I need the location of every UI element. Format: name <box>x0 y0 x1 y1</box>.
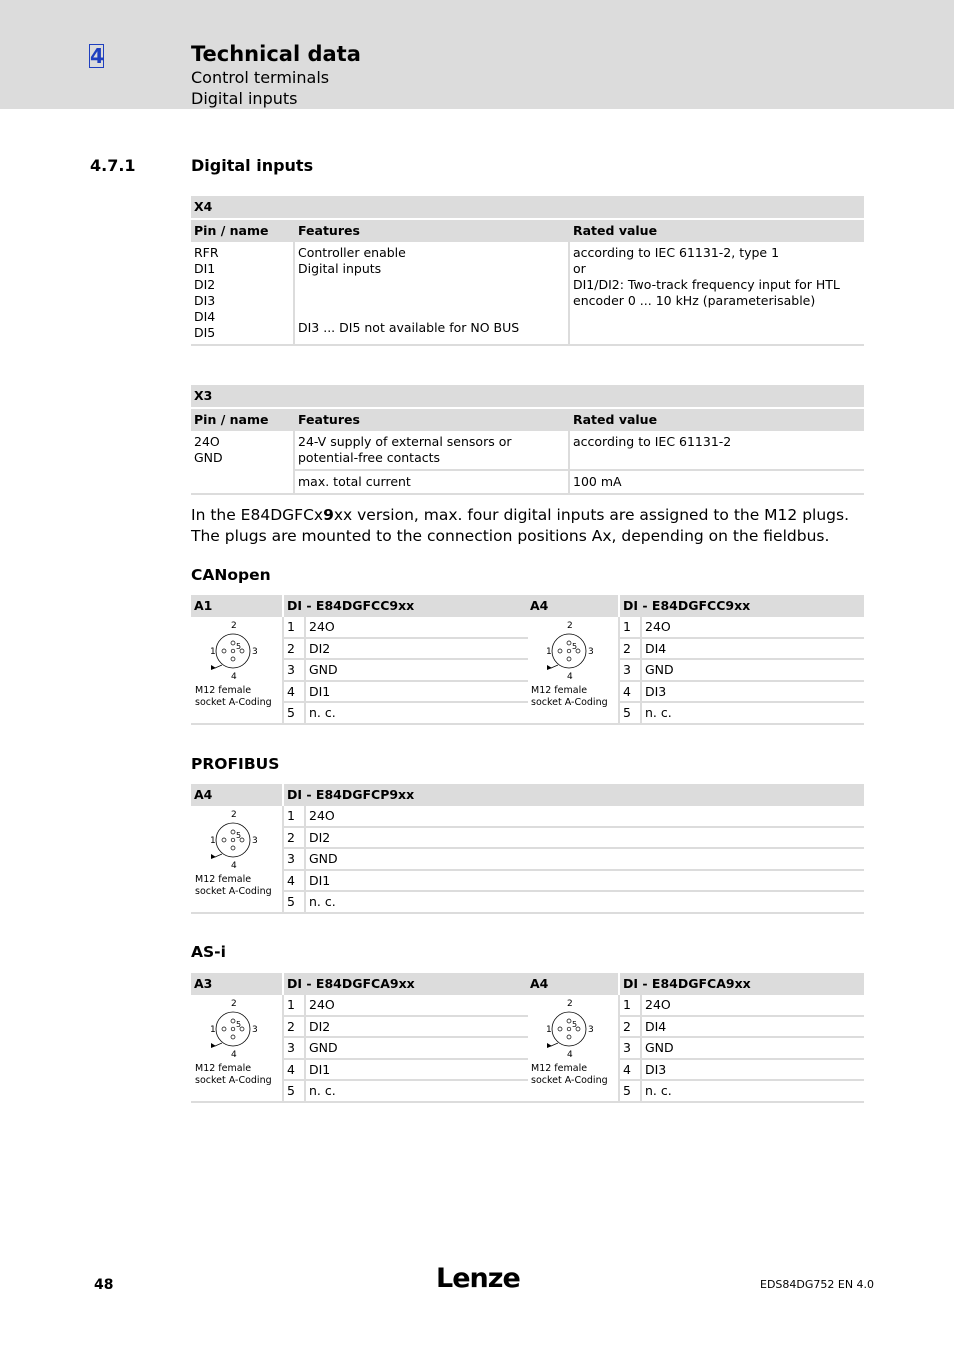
x4-features <box>294 242 569 345</box>
x3-table <box>191 385 864 495</box>
pin-signal: 24O <box>641 617 864 638</box>
pin-assignment-table <box>527 595 864 725</box>
pin-number: 2 <box>283 638 305 660</box>
x4-rated-value: DI1/DI2: Two-track frequency input for HTL encoder 0 ... 10 kHz (parameterisable) <box>573 277 840 308</box>
chapter-title: Technical data <box>191 42 361 66</box>
pin-signal: DI2 <box>305 1016 528 1038</box>
pin-number: 4 <box>283 1059 305 1081</box>
plug-pin-label: 5 <box>572 642 578 651</box>
pin-number: 2 <box>619 1016 641 1038</box>
plug-position: A4 <box>527 595 619 617</box>
m12-plug-icon <box>197 619 267 679</box>
pin-signal: 24O <box>305 995 528 1016</box>
x3-feature: max. total current <box>294 470 569 494</box>
plug-caption: M12 female <box>195 1062 252 1074</box>
plug-pin-label: 5 <box>236 642 242 651</box>
plug-position: A1 <box>191 595 283 617</box>
pin-number: 5 <box>283 891 305 913</box>
pin-table-title: DI - E84DGFCC9xx <box>619 595 864 617</box>
x4-pin: DI3 <box>194 293 216 308</box>
plug-pin-label: 3 <box>252 836 258 846</box>
pin-signal: 24O <box>641 995 864 1016</box>
profibus-heading: PROFIBUS <box>191 755 280 773</box>
x4-pins <box>191 242 294 345</box>
page-number: 48 <box>94 1277 114 1293</box>
plug-caption: socket A-Coding <box>531 1074 608 1086</box>
document-id: EDS84DG752 EN 4.0 <box>760 1278 875 1291</box>
plug-pin-label: 3 <box>588 1025 594 1035</box>
plug-pin-label: 3 <box>252 1025 258 1035</box>
pin-number: 4 <box>283 681 305 703</box>
x3-rated-value: according to IEC 61131-2 <box>569 431 864 470</box>
section-title: Digital inputs <box>191 156 314 175</box>
x4-pin: DI4 <box>194 309 216 324</box>
m12-plug-icon <box>533 997 603 1057</box>
x4-feature: Controller enable <box>298 245 406 260</box>
plug-diagram <box>191 617 283 724</box>
pin-assignment-table <box>191 784 864 914</box>
plug-pin-label: 1 <box>210 836 216 846</box>
pin-number: 3 <box>283 1037 305 1059</box>
paragraph-text: xx version, max. four digital inputs are assigned to the M12 plugs. The plugs are mounted to the connection positions Ax, depending on the fieldbus. <box>191 506 850 545</box>
pin-number: 1 <box>283 806 305 827</box>
pin-number: 4 <box>619 1059 641 1081</box>
m12-plug-icon <box>197 808 267 868</box>
x3-pin: 24O <box>194 434 220 449</box>
pin-signal: DI4 <box>641 638 864 660</box>
x4-rated-value: according to IEC 61131-2, type 1 <box>573 245 780 260</box>
x4-rated <box>569 242 864 345</box>
pin-number: 1 <box>619 995 641 1016</box>
header-subtitle-1: Control terminals <box>191 68 330 87</box>
x3-col-pin: Pin / name <box>191 408 294 431</box>
pin-assignment-table <box>191 595 528 725</box>
plug-position: A3 <box>191 973 283 995</box>
plug-pin-label: 4 <box>231 672 237 679</box>
plug-caption: socket A-Coding <box>531 696 608 708</box>
plug-diagram <box>527 617 619 724</box>
x4-pin: RFR <box>194 245 219 260</box>
pin-signal: n. c. <box>305 702 528 724</box>
plug-position: A4 <box>191 784 283 806</box>
x4-feature-note: DI3 ... DI5 not available for NO BUS <box>298 320 520 335</box>
x3-col-features: Features <box>294 408 569 431</box>
x4-rated-value: or <box>573 261 586 276</box>
plug-pin-label: 2 <box>567 999 573 1009</box>
pin-number: 5 <box>283 702 305 724</box>
intro-paragraph <box>191 505 871 547</box>
pin-signal: DI3 <box>641 1059 864 1081</box>
pin-number: 2 <box>283 1016 305 1038</box>
pin-assignment-table <box>191 973 528 1103</box>
pin-number: 3 <box>283 659 305 681</box>
x3-title: X3 <box>191 385 864 408</box>
plug-pin-label: 1 <box>546 1025 552 1035</box>
m12-plug-icon <box>197 997 267 1057</box>
plug-caption: socket A-Coding <box>195 1074 272 1086</box>
pin-table-title: DI - E84DGFCC9xx <box>283 595 528 617</box>
pin-signal: DI3 <box>641 681 864 703</box>
plug-pin-label: 4 <box>567 672 573 679</box>
x4-col-pin: Pin / name <box>191 219 294 242</box>
pin-signal: GND <box>305 1037 528 1059</box>
plug-pin-label: 2 <box>567 621 573 631</box>
plug-caption: M12 female <box>531 684 588 696</box>
pin-signal: DI1 <box>305 1059 528 1081</box>
x4-pin: DI2 <box>194 277 216 292</box>
pin-signal: 24O <box>305 806 864 827</box>
pin-signal: DI2 <box>305 827 864 849</box>
plug-caption: M12 female <box>531 1062 588 1074</box>
lenze-logo: Lenze <box>436 1263 520 1294</box>
asi-heading: AS-i <box>191 943 226 961</box>
paragraph-text: In the E84DGFCx <box>191 506 324 524</box>
plug-caption: M12 female <box>195 684 252 696</box>
pin-signal: GND <box>305 659 528 681</box>
pin-number: 3 <box>619 1037 641 1059</box>
plug-pin-label: 1 <box>210 1025 216 1035</box>
pin-signal: DI1 <box>305 870 864 892</box>
plug-pin-label: 2 <box>231 810 237 820</box>
x4-title: X4 <box>191 196 864 219</box>
pin-number: 5 <box>619 702 641 724</box>
pin-table-title: DI - E84DGFCA9xx <box>283 973 528 995</box>
plug-pin-label: 5 <box>236 831 242 840</box>
plug-diagram <box>527 995 619 1102</box>
x4-feature: Digital inputs <box>298 261 382 276</box>
pin-signal: GND <box>305 848 864 870</box>
pin-table-title: DI - E84DGFCP9xx <box>283 784 864 806</box>
section-number: 4.7.1 <box>90 156 136 175</box>
x3-col-rated: Rated value <box>569 408 864 431</box>
pin-signal: DI1 <box>305 681 528 703</box>
pin-table-title: DI - E84DGFCA9xx <box>619 973 864 995</box>
pin-signal: n. c. <box>641 702 864 724</box>
pin-signal: DI2 <box>305 638 528 660</box>
pin-signal: n. c. <box>305 1080 528 1102</box>
pin-signal: DI4 <box>641 1016 864 1038</box>
x4-col-rated: Rated value <box>569 219 864 242</box>
plug-pin-label: 2 <box>231 999 237 1009</box>
pin-number: 4 <box>283 870 305 892</box>
x4-pin: DI5 <box>194 325 216 340</box>
plug-pin-label: 1 <box>546 647 552 657</box>
pin-signal: 24O <box>305 617 528 638</box>
plug-position: A4 <box>527 973 619 995</box>
plug-pin-label: 4 <box>231 1050 237 1057</box>
plug-diagram <box>191 995 283 1102</box>
pin-number: 2 <box>283 827 305 849</box>
plug-pin-label: 2 <box>231 621 237 631</box>
x4-table <box>191 196 864 346</box>
pin-number: 5 <box>283 1080 305 1102</box>
pin-number: 3 <box>283 848 305 870</box>
plug-pin-label: 3 <box>252 647 258 657</box>
x3-pin: GND <box>194 450 223 465</box>
pin-signal: n. c. <box>641 1080 864 1102</box>
pin-number: 5 <box>619 1080 641 1102</box>
x3-pins <box>191 431 294 494</box>
plug-pin-label: 5 <box>236 1020 242 1029</box>
pin-signal: n. c. <box>305 891 864 913</box>
pin-signal: GND <box>641 659 864 681</box>
page-header <box>0 0 954 109</box>
pin-number: 4 <box>619 681 641 703</box>
x4-col-features: Features <box>294 219 569 242</box>
plug-diagram <box>191 806 283 913</box>
x4-pin: DI1 <box>194 261 216 276</box>
pin-assignment-table <box>527 973 864 1103</box>
canopen-heading: CANopen <box>191 566 271 584</box>
pin-number: 1 <box>283 617 305 638</box>
plug-caption: socket A-Coding <box>195 696 272 708</box>
pin-number: 3 <box>619 659 641 681</box>
plug-pin-label: 5 <box>572 1020 578 1029</box>
plug-pin-label: 3 <box>588 647 594 657</box>
x3-rated-value: 100 mA <box>569 470 864 494</box>
plug-pin-label: 1 <box>210 647 216 657</box>
m12-plug-icon <box>533 619 603 679</box>
paragraph-bold: 9 <box>323 506 334 524</box>
x3-feature: 24-V supply of external sensors or potential-free contacts <box>294 431 569 470</box>
pin-number: 2 <box>619 638 641 660</box>
chapter-number[interactable]: 4 <box>90 44 104 68</box>
plug-caption: socket A-Coding <box>195 885 272 897</box>
plug-pin-label: 4 <box>567 1050 573 1057</box>
pin-number: 1 <box>283 995 305 1016</box>
plug-caption: M12 female <box>195 873 252 885</box>
pin-number: 1 <box>619 617 641 638</box>
header-subtitle-2: Digital inputs <box>191 89 298 108</box>
pin-signal: GND <box>641 1037 864 1059</box>
plug-pin-label: 4 <box>231 861 237 868</box>
